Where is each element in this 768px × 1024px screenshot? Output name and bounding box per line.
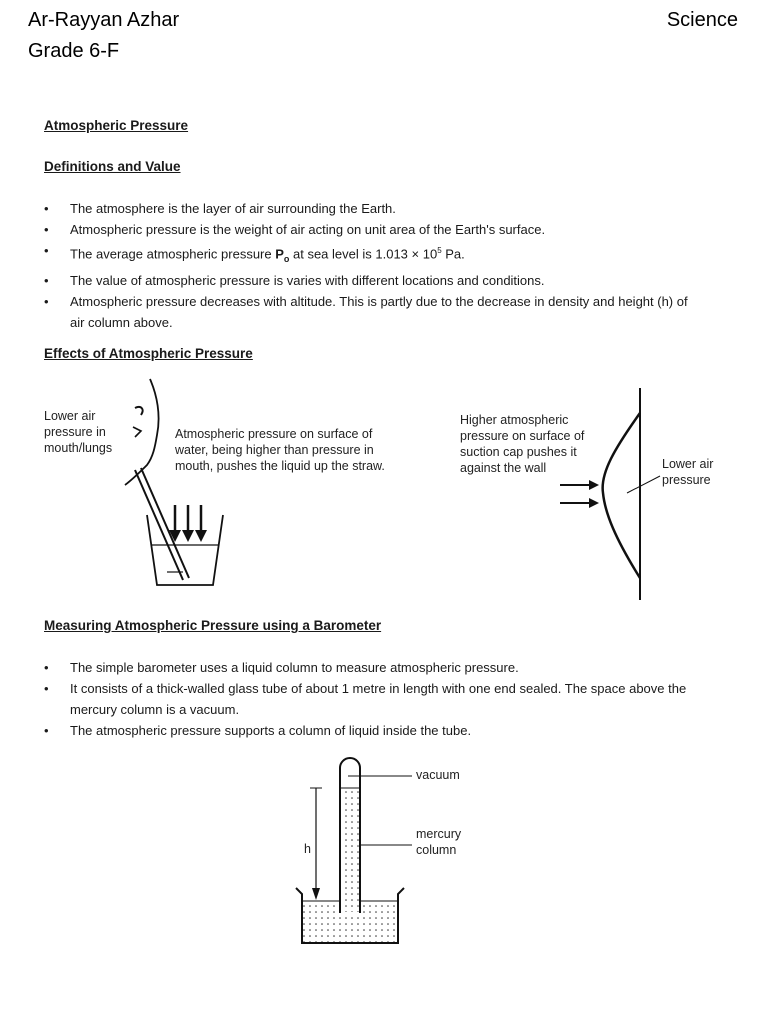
subject-label: Science	[666, 9, 738, 31]
list-item: • The value of atmospheric pressure is varies with different locations and conditions.	[44, 270, 704, 291]
lower-air-pressure-label: Lower air pressure	[662, 457, 714, 487]
list-item: • Atmospheric pressure is the weight of air acting on unit area of the Earth's surface.	[44, 219, 704, 240]
section-title-barometer: Measuring Atmospheric Pressure using a Barometer	[44, 618, 382, 633]
straw-left-label: Lower air pressure in mouth/lungs	[44, 409, 113, 455]
suction-cap-diagram	[555, 388, 670, 603]
section-title-effects: Effects of Atmospheric Pressure	[44, 346, 253, 361]
list-item: • The atmospheric pressure supports a column of liquid inside the tube.	[44, 720, 704, 741]
vacuum-label: vacuum	[416, 768, 460, 782]
straw-drinking-diagram	[95, 375, 245, 600]
list-item: • The simple barometer uses a liquid column to measure atmospheric pressure.	[44, 657, 704, 678]
section-subtitle-definitions: Definitions and Value	[44, 159, 181, 174]
list-item: • The atmosphere is the layer of air surrounding the Earth.	[44, 198, 704, 219]
straw-right-label: Atmospheric pressure on surface of water, being higher than pressure in mouth, pushes the liquid up the straw.	[175, 427, 385, 473]
list-item: • It consists of a thick-walled glass tube of about 1 metre in length with one end sealed. The space above the mercury column is a vacuum.	[44, 678, 704, 720]
list-item: • Atmospheric pressure decreases with altitude. This is partly due to the decrease in density and height (h) of air column above.	[44, 291, 704, 333]
mercury-column-label: mercury column	[416, 827, 462, 857]
definitions-list	[44, 198, 704, 333]
student-name: Ar-Rayyan Azhar	[28, 9, 180, 31]
suction-cap-label: Higher atmospheric pressure on surface of suction cap pushes it against the wall	[460, 413, 585, 475]
list-item-average-pressure: • The average atmospheric pressure $P_o$ at sea level is $1.013 \times 10^5$ Pa.	[44, 240, 704, 270]
section-title-atmospheric-pressure: Atmospheric Pressure	[44, 118, 189, 133]
height-label: h	[304, 842, 311, 856]
barometer-list	[44, 657, 704, 741]
student-grade: Grade 6-F	[28, 40, 120, 62]
